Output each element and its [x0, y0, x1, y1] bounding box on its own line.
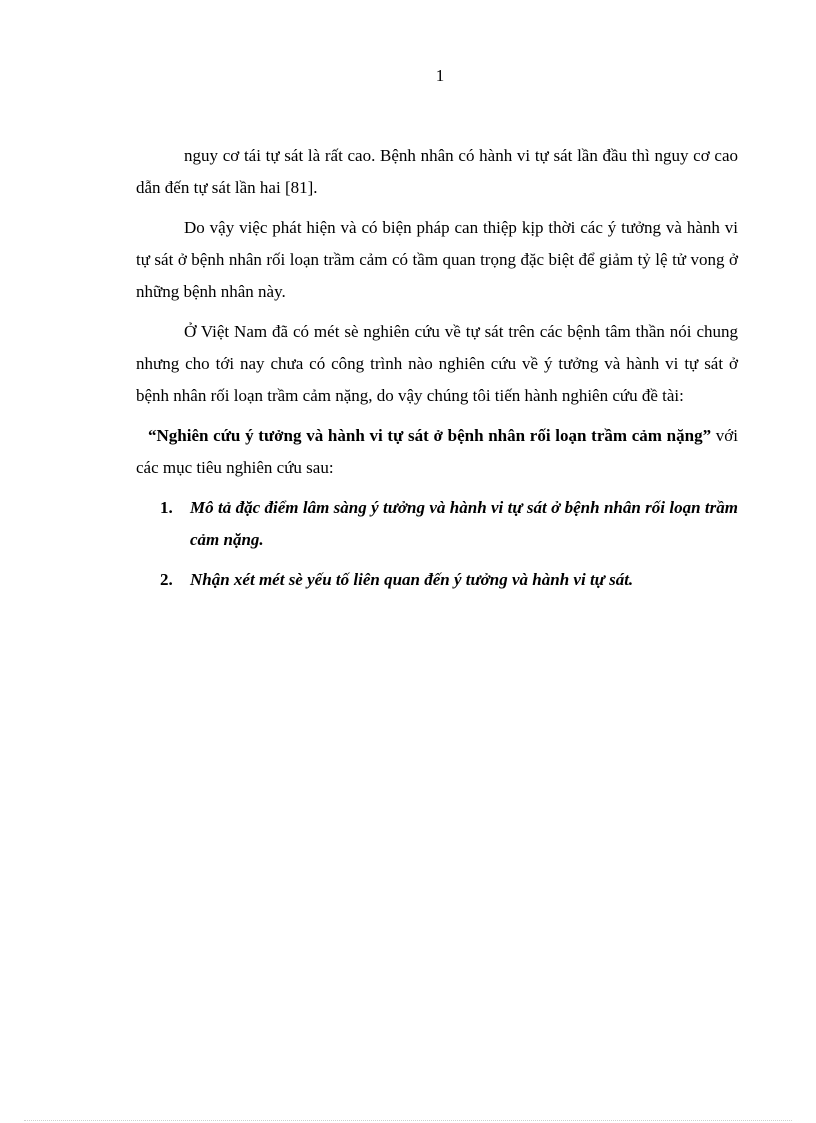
objective-item	[136, 492, 738, 556]
paragraph-importance: Do vậy việc phát hiện và có biện pháp can thiệp kịp thời các ý tưởng và hành vi tự sát ở bệnh nhân rối loạn trầm cảm có tầm quan trọng đặc biệt để giảm tỷ lệ tử vong ở những bệnh nhân này.	[136, 218, 738, 301]
paragraph-intro: nguy cơ tái tự sát là rất cao. Bệnh nhân có hành vi tự sát lần đầu thì nguy cơ cao dẫn đến tự sát lần hai [81].	[136, 146, 738, 197]
objective-text: Mô tả đặc điểm lâm sàng ý tưởng và hành vi tự sát ở bệnh nhân rối loạn trầm cảm nặng.	[190, 498, 738, 549]
objective-item	[136, 564, 738, 596]
paragraph-vietnam-context: Ở Việt Nam đã có mét sè nghiên cứu về tự sát trên các bệnh tâm thần nói chung nhưng cho tới nay chưa có công trình nào nghiên cứu về ý tưởng và hành vi tự sát ở bệnh nhân rối loạn trầm cảm nặng, do vậy chúng tôi tiến hành nghiên cứu đề tài:	[136, 322, 738, 405]
research-topic-suffix: với các mục tiêu nghiên cứu sau:	[136, 426, 738, 477]
objective-number: 2.	[160, 570, 173, 589]
objectives-list	[136, 492, 738, 596]
research-topic-paragraph	[136, 420, 738, 484]
objective-number: 1.	[160, 498, 173, 517]
page-number: 1	[435, 66, 445, 85]
objective-text: Nhận xét mét sè yếu tố liên quan đến ý tưởng và hành vi tự sát.	[190, 570, 634, 589]
document-body	[136, 140, 738, 604]
page-bottom-border	[24, 1120, 792, 1121]
research-topic-title: “Nghiên cứu ý tưởng và hành vi tự sát ở bệnh nhân rối loạn trầm cảm nặng”	[148, 426, 712, 445]
